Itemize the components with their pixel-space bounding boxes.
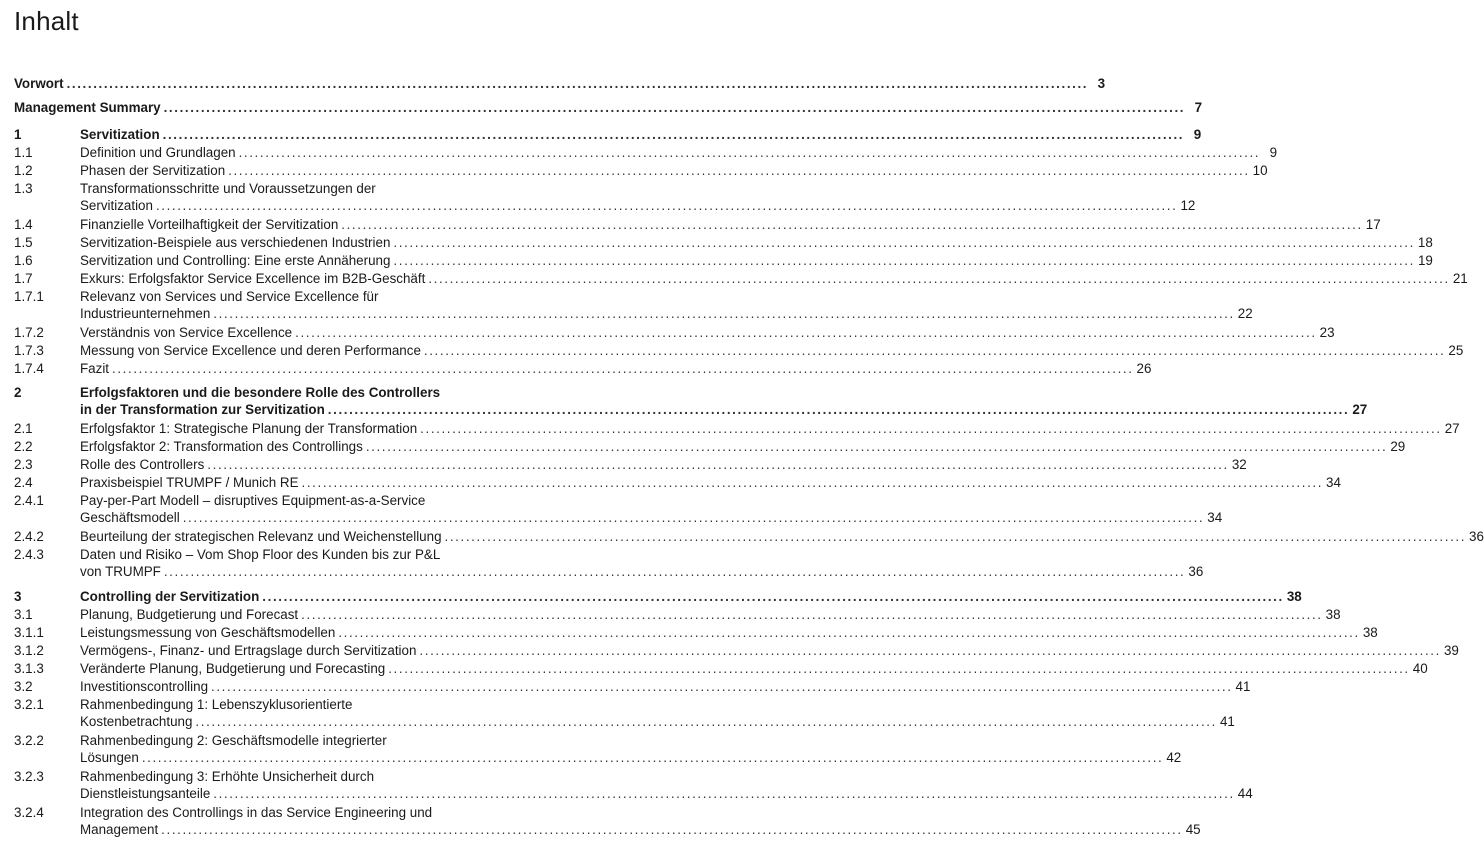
dot-leader [341,216,1363,233]
toc-entry-title: Planung, Budgetierung und Forecast [80,607,299,622]
toc-entry-title: Lösungen [80,750,139,765]
page-title: Inhalt [14,6,79,36]
dot-leader [419,642,1441,659]
dot-leader [424,342,1446,359]
toc-entry-title: Daten und Risiko – Vom Shop Floor des Kunden bis zur P&L [80,547,441,562]
toc-entry-number: 2.3 [14,457,33,472]
dot-leader [228,162,1250,179]
dot-leader [301,606,1323,623]
dot-leader [302,474,1324,491]
toc-entry-title: Rahmenbedingung 2: Geschäftsmodelle integrierter [80,733,387,748]
toc-entry-title: Finanzielle Vorteilhaftigkeit der Servitization [80,217,339,232]
toc-entry-title: Management Summary [14,100,161,115]
toc-entry-title: Messung von Service Excellence und deren Performance [80,343,421,358]
dot-leader [338,624,1360,641]
toc-entry-title: Erfolgsfaktor 2: Transformation des Controllings [80,439,363,454]
toc-entry-page: 45 [1185,822,1201,837]
toc-entry-page: 27 [1352,402,1368,417]
toc-entry-page: 38 [1362,625,1378,640]
toc-entry-title: Verständnis von Service Excellence [80,325,293,340]
toc-entry-title: von TRUMPF [80,564,161,579]
toc-entry-number: 1.7.1 [14,289,44,304]
toc-entry-title: Vermögens-, Finanz- und Ertragslage durch Servitization [80,643,417,658]
toc-entry-title: Leistungsmessung von Geschäftsmodellen [80,625,336,640]
toc-entry-number: 1.1 [14,145,33,160]
toc-entry-number: 3.2.2 [14,733,44,748]
toc-entry-title: Investitionscontrolling [80,679,209,694]
toc-entry-title: Servitization-Beispiele aus verschiedenen Industrien [80,235,391,250]
toc-entry-number: 2.2 [14,439,33,454]
toc-entry-page: 10 [1252,163,1268,178]
toc-entry-page: 38 [1325,607,1341,622]
toc-entry-page: 25 [1448,343,1464,358]
dot-leader [164,99,1186,116]
toc-entry-number: 1.5 [14,235,33,250]
toc-entry-title: Praxisbeispiel TRUMPF / Munich RE [80,475,299,490]
toc-entry-number: 1.7.3 [14,343,44,358]
dot-leader [393,234,1415,251]
toc-entry-title: Transformationsschritte und Voraussetzungen der [80,181,376,196]
toc-entry-title: Exkurs: Erfolgsfaktor Service Excellence im B2B-Geschäft [80,271,426,286]
toc-entry-title: Phasen der Servitization [80,163,226,178]
toc-entry-number: 2.4.3 [14,547,44,562]
dot-leader [328,401,1350,418]
dot-leader [211,678,1233,695]
toc-entry-title: Rolle des Controllers [80,457,205,472]
toc-entry-number: 3.1 [14,607,33,622]
toc-entry-number: 2.1 [14,421,33,436]
toc-entry-page: 9 [1269,145,1278,160]
toc-entry-page: 39 [1443,643,1459,658]
toc-entry-page: 19 [1417,253,1433,268]
toc-entry-title: Erfolgsfaktor 1: Strategische Planung der Transformation [80,421,418,436]
toc-entry-title: Servitization und Controlling: Eine erste Annäherung [80,253,391,268]
toc-entry-title: Fazit [80,361,110,376]
toc-entry-title: in der Transformation zur Servitization [80,402,325,417]
dot-leader [142,749,1164,766]
toc-entry-page: 12 [1180,198,1196,213]
toc-entry-number: 3.2.1 [14,697,44,712]
toc-entry-page: 36 [1188,564,1204,579]
dot-leader [420,420,1442,437]
toc-entry-number: 1 [14,127,22,142]
dot-leader [163,126,1185,143]
dot-leader [67,75,1089,92]
toc-entry-number: 3.1.3 [14,661,44,676]
toc-entry-page: 23 [1319,325,1335,340]
toc-entry-title: Veränderte Planung, Budgetierung und Forecasting [80,661,386,676]
toc-entry-number: 3.1.2 [14,643,44,658]
toc-entry-page: 32 [1231,457,1247,472]
dot-leader [393,252,1415,269]
toc-entry-title: Rahmenbedingung 1: Lebenszyklusorientierte [80,697,353,712]
toc-entry-number: 2.4.1 [14,493,44,508]
toc-entry-number: 3.2.3 [14,769,44,784]
toc-entry-number: 3.1.1 [14,625,44,640]
toc-entry-title: Rahmenbedingung 3: Erhöhte Unsicherheit durch [80,769,375,784]
toc-entry-number: 1.2 [14,163,33,178]
toc-entry-page: 42 [1166,750,1182,765]
toc-entry-title: Integration des Controllings in das Service Engineering und [80,805,433,820]
toc-entry-title: Definition und Grundlagen [80,145,236,160]
toc-entry-title: Geschäftsmodell [80,510,180,525]
dot-leader [213,785,1235,802]
dot-leader [262,588,1284,605]
toc-entry-title: Vorwort [14,76,64,91]
toc-entry-number: 2.4 [14,475,33,490]
toc-entry-title: Erfolgsfaktoren und die besondere Rolle des Controllers [80,385,441,400]
toc-entry-number: 1.4 [14,217,33,232]
toc-entry-title: Dienstleistungsanteile [80,786,211,801]
toc-entry-title: Kostenbetrachtung [80,714,193,729]
toc-entry-page: 34 [1207,510,1223,525]
toc-entry-number: 1.7 [14,271,33,286]
dot-leader [213,305,1235,322]
toc-entry-page: 27 [1444,421,1460,436]
toc-entry-number: 1.3 [14,181,33,196]
toc-entry-title: Servitization [80,198,153,213]
dot-leader [239,144,1261,161]
dot-leader [366,438,1388,455]
toc-entry-page: 44 [1237,786,1253,801]
toc-entry-title: Pay-per-Part Modell – disruptives Equipment-as-a-Service [80,493,426,508]
dot-leader [445,528,1467,545]
dot-leader [183,509,1205,526]
toc-entry-number: 1.6 [14,253,33,268]
toc-entry-page: 9 [1193,127,1202,142]
toc-entry-page: 17 [1365,217,1381,232]
toc-entry-number: 3.2 [14,679,33,694]
toc-entry-title: Industrieunternehmen [80,306,211,321]
dot-leader [112,360,1134,377]
toc-entry-number: 2 [14,385,22,400]
toc-entry-page: 29 [1390,439,1406,454]
dot-leader [428,270,1450,287]
dot-leader [161,821,1183,838]
dot-leader [195,713,1217,730]
dot-leader [295,324,1317,341]
toc-entry-title: Controlling der Servitization [80,589,260,604]
toc-entry-page: 7 [1194,100,1203,115]
toc-entry-page: 41 [1235,679,1251,694]
dot-leader [156,197,1178,214]
toc-entry-title: Servitization [80,127,160,142]
toc-entry-number: 3 [14,589,22,604]
toc-entry-page: 18 [1417,235,1433,250]
toc-entry-number: 2.4.2 [14,529,44,544]
dot-leader [388,660,1410,677]
toc-entry-title: Relevanz von Services und Service Excellence für [80,289,379,304]
toc-entry-page: 40 [1412,661,1428,676]
toc-entry-page: 38 [1286,589,1302,604]
toc-entry-page: 21 [1452,271,1468,286]
toc-entry-page: 22 [1237,306,1253,321]
toc-entry-page: 26 [1136,361,1152,376]
toc-entry-number: 1.7.4 [14,361,44,376]
toc-entry-page: 41 [1219,714,1235,729]
toc-entry-number: 3.2.4 [14,805,44,820]
toc-entry-title: Management [80,822,159,837]
toc-entry-title: Beurteilung der strategischen Relevanz und Weichenstellung [80,529,442,544]
toc-entry-page: 3 [1097,76,1106,91]
toc-entry-page: 36 [1469,529,1484,544]
dot-leader [164,563,1186,580]
toc-entry-page: 34 [1326,475,1341,490]
toc-entry-number: 1.7.2 [14,325,44,340]
dot-leader [207,456,1229,473]
